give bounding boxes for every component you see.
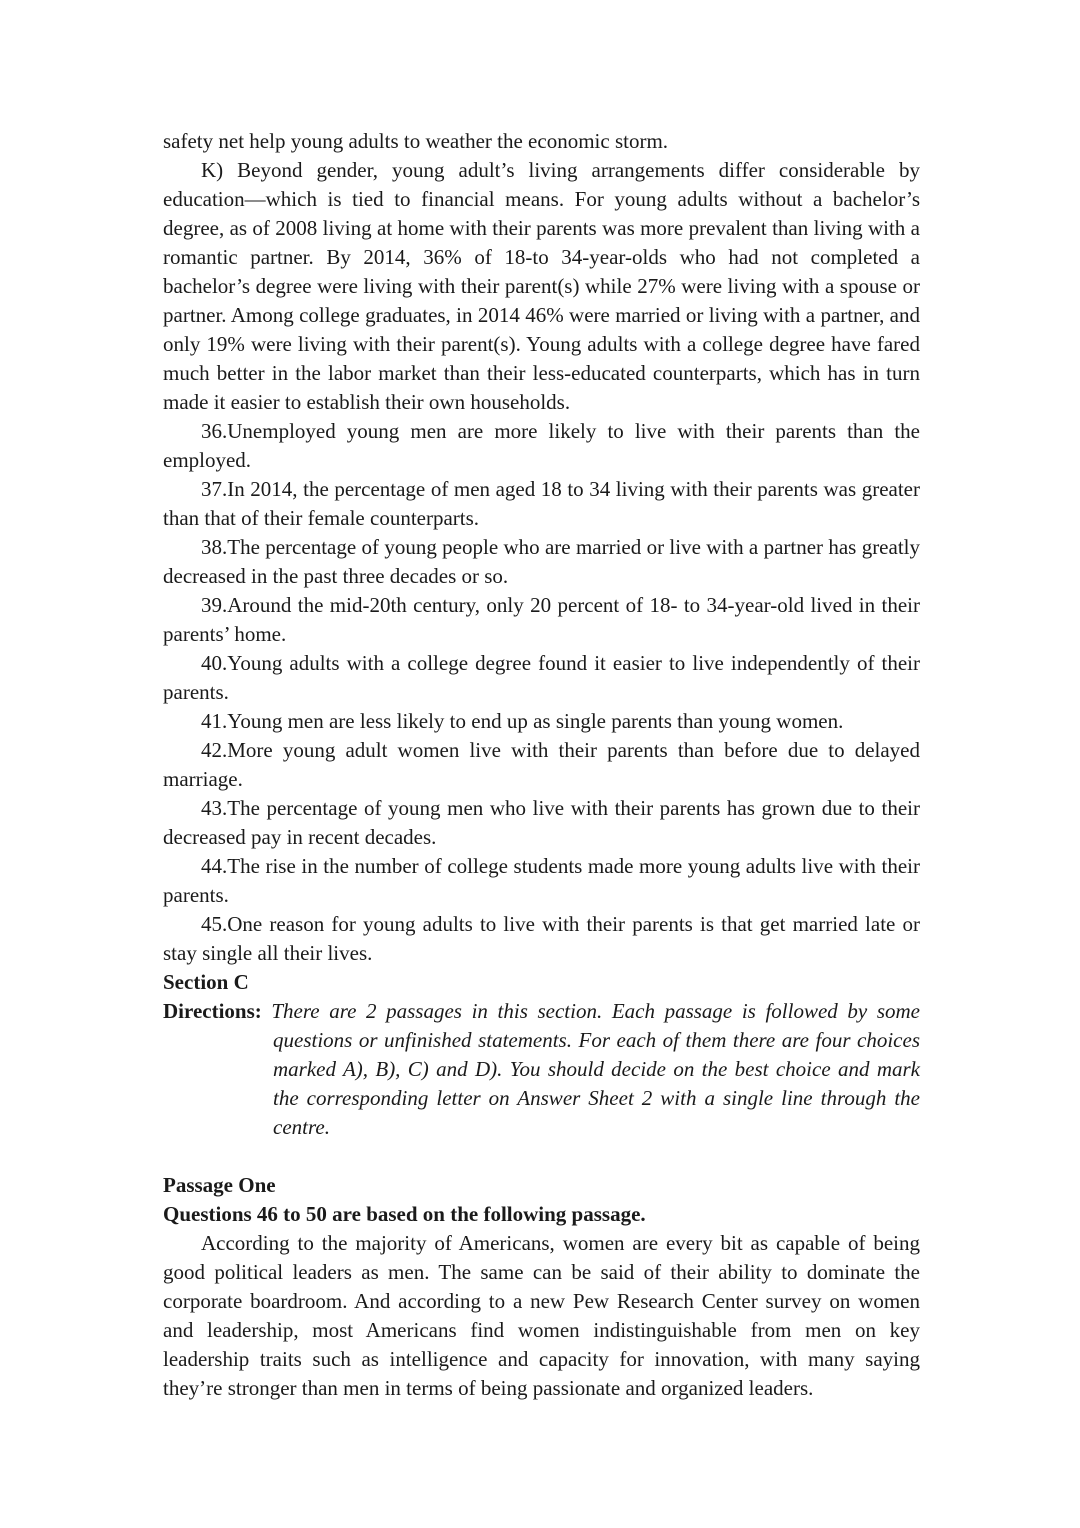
question-statement-6: 40.Young adults with a college degree found it easier to live independently of their parents. [163, 651, 920, 704]
directions-label: Directions: [163, 999, 262, 1023]
question-statement-3: 37.In 2014, the percentage of men aged 18 to 34 living with their parents was greater than that of their female counterparts. [163, 477, 920, 530]
document-content [163, 127, 920, 1403]
question-statement-2: 36.Unemployed young men are more likely to live with their parents than the employed. [163, 419, 920, 472]
section-heading-15: Passage One [163, 1173, 276, 1197]
question-statement-11: 45.One reason for young adults to live with their parents is that get married late or stay single all their lives. [163, 912, 920, 965]
section-heading-16: Questions 46 to 50 are based on the following passage. [163, 1202, 646, 1226]
directions-block [163, 997, 920, 1142]
section-heading-12: Section C [163, 970, 249, 994]
question-statement-5: 39.Around the mid-20th century, only 20 percent of 18- to 34-year-old lived in their parents’ home. [163, 593, 920, 646]
body-paragraph-1: K) Beyond gender, young adult’s living arrangements differ considerable by education—which is tied to financial means. For young adults without a bachelor’s degree, as of 2008 living at home with their parents was more prevalent than living with a romantic partner. By 2014, 36% of 18-to 34-year-olds who had not completed a bachelor’s degree were living with their parent(s) while 27% were living with a spouse or partner. Among college graduates, in 2014 46% were married or living with a partner, and only 19% were living with their parent(s). Young adults with a college degree have fared much better in the labor market than their less-educated counterparts, which has in turn made it easier to establish their own households. [163, 158, 920, 414]
question-statement-10: 44.The rise in the number of college students made more young adults live with their parents. [163, 854, 920, 907]
question-statement-9: 43.The percentage of young men who live with their parents has grown due to their decreased pay in recent decades. [163, 796, 920, 849]
directions-text: There are 2 passages in this section. Each passage is followed by some questions or unfinished statements. For each of them there are four choices marked A), B), C) and D). You should decide on the best choice and mark the corresponding letter on Answer Sheet 2 with a single line through the centre. [271, 999, 920, 1139]
question-statement-8: 42.More young adult women live with their parents than before due to delayed marriage. [163, 738, 920, 791]
question-statement-7: 41.Young men are less likely to end up as single parents than young women. [201, 709, 844, 733]
body-paragraph-0: safety net help young adults to weather the economic storm. [163, 129, 669, 153]
paragraph-spacer-14 [163, 1142, 920, 1171]
body-paragraph-17: According to the majority of Americans, women are every bit as capable of being good political leaders as men. The same can be said of their ability to dominate the corporate boardroom. And according to a new Pew Research Center survey on women and leadership, most Americans find women indistinguishable from men on key leadership traits such as intelligence and capacity for innovation, with many saying they’re stronger than men in terms of being passionate and organized leaders. [163, 1231, 920, 1400]
question-statement-4: 38.The percentage of young people who are married or live with a partner has greatly decreased in the past three decades or so. [163, 535, 920, 588]
